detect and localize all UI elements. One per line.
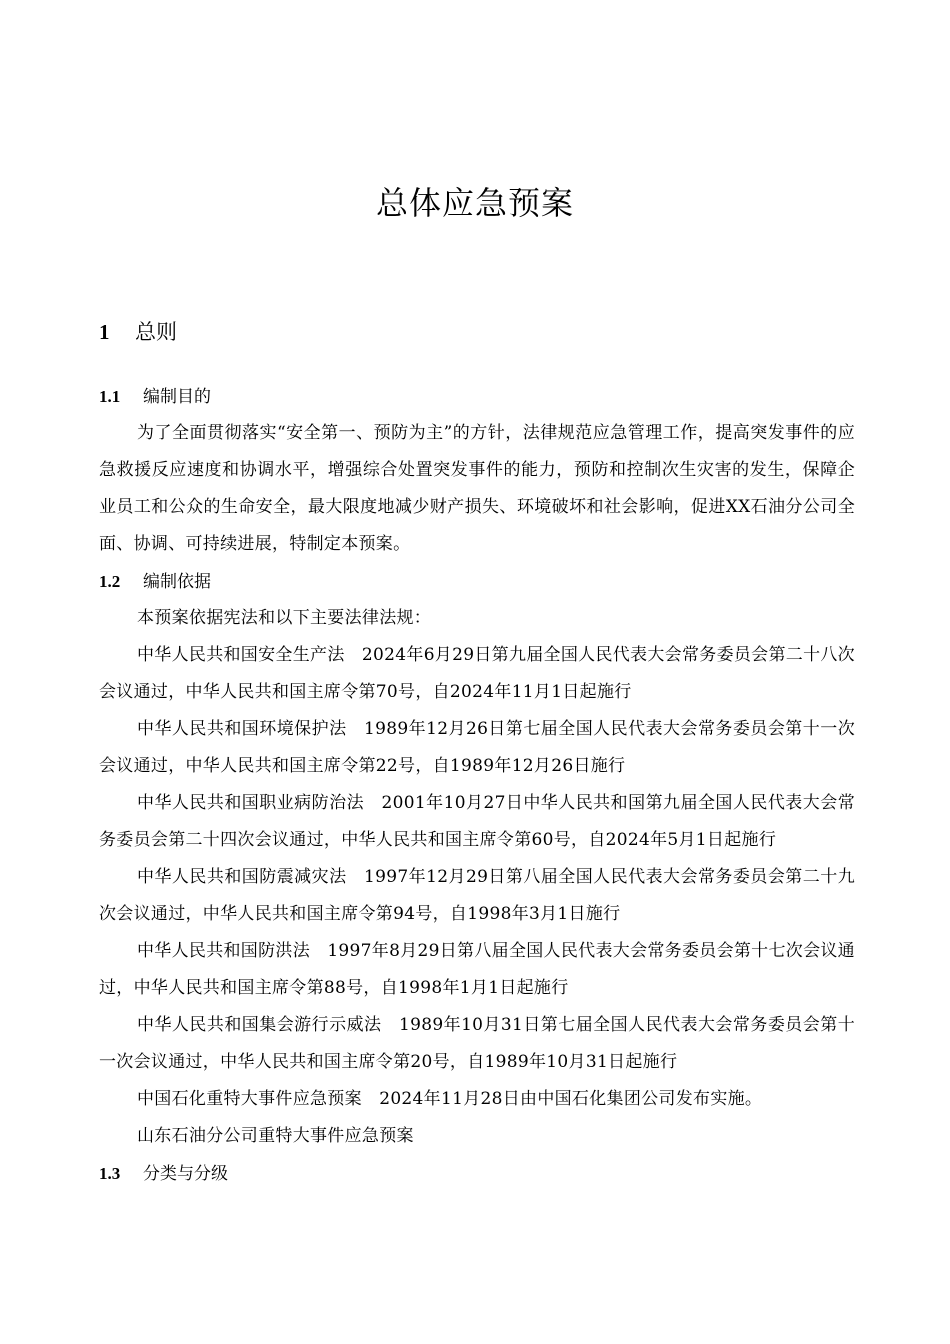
subsection-number: 1.1 [99, 387, 121, 406]
section-number: 1 [99, 320, 110, 344]
law-item: 中华人民共和国环境保护法 1989年12月26日第七届全国人民代表大会常务委员会第十一次会议通过，中华人民共和国主席令第22号，自1989年12月26日施行 [99, 719, 855, 776]
law-item: 中华人民共和国防震减灾法 1997年12月29日第八届全国人民代表大会常务委员会第二十九次会议通过，中华人民共和国主席令第94号，自1998年3月1日施行 [99, 867, 855, 924]
subsection-heading-1-1 [99, 378, 855, 415]
subsection-title: 编制依据 [143, 572, 211, 592]
law-item: 中华人民共和国防洪法 1997年8月29日第八届全国人民代表大会常务委员会第十七次会议通过，中华人民共和国主席令第88号，自1998年1月1日起施行 [99, 941, 855, 998]
document-body [99, 378, 855, 1192]
law-item: 山东石油分公司重特大事件应急预案 [137, 1126, 414, 1146]
subsection-title: 分类与分级 [143, 1164, 228, 1184]
law-item: 中华人民共和国集会游行示威法 1989年10月31日第七届全国人民代表大会常务委员会第十一次会议通过，中华人民共和国主席令第20号，自1989年10月31日起施行 [99, 1015, 855, 1072]
section-title: 总则 [135, 320, 177, 344]
subsection-number: 1.2 [99, 572, 121, 591]
subsection-heading-1-2 [99, 563, 855, 600]
paragraph-basis-intro: 本预案依据宪法和以下主要法律法规： [137, 608, 432, 628]
law-item: 中华人民共和国职业病防治法 2001年10月27日中华人民共和国第九届全国人民代表大会常务委员会第二十四次会议通过，中华人民共和国主席令第60号，自2024年5月1日起施行 [99, 793, 855, 850]
subsection-number: 1.3 [99, 1164, 121, 1183]
law-item: 中国石化重特大事件应急预案 2024年11月28日由中国石化集团公司发布实施。 [137, 1089, 763, 1109]
paragraph-purpose: 为了全面贯彻落实“安全第一、预防为主”的方针，法律规范应急管理工作，提高突发事件的应急救援反应速度和协调水平，增强综合处置突发事件的能力，预防和控制次生灾害的发生，保障企业员工和公众的生命安全，最大限度地减少财产损失、环境破坏和社会影响，促进XX石油分公司全面、协调、可持续进展，特制定本预案。 [99, 423, 855, 554]
section-heading-1 [99, 316, 177, 348]
subsection-heading-1-3 [99, 1155, 855, 1192]
law-item: 中华人民共和国安全生产法 2024年6月29日第九届全国人民代表大会常务委员会第二十八次会议通过，中华人民共和国主席令第70号，自2024年11月1日起施行 [99, 645, 855, 702]
subsection-title: 编制目的 [143, 387, 211, 407]
page-title: 总体应急预案 [375, 184, 574, 222]
